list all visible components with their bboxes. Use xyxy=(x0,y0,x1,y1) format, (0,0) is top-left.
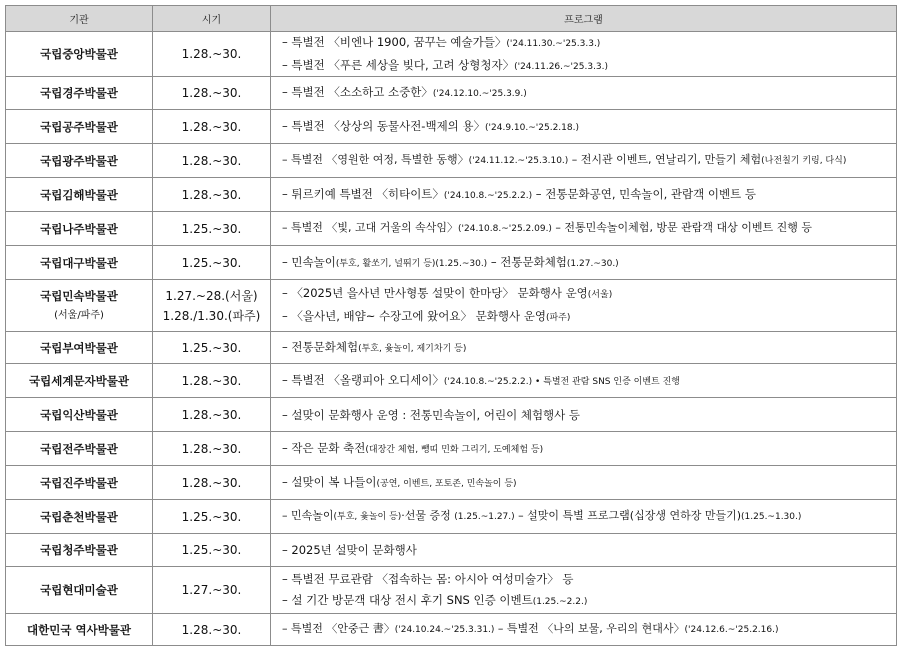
program-text: – 특별전 〈푸른 세상을 빚다, 고려 상형청자〉 xyxy=(282,57,515,72)
date-cell: 1.25.~30. xyxy=(153,500,271,534)
program-text: – 설맞이 특별 프로그램(십장생 연하장 만들기) xyxy=(514,509,742,522)
program-text: – 전통문화체험 xyxy=(282,339,359,354)
date-cell: 1.28.~30. xyxy=(153,77,271,110)
date-line: 1.27.~28.(서울) xyxy=(165,288,258,303)
date-cell: 1.28.~30. xyxy=(153,466,271,500)
header-program: 프로그램 xyxy=(271,6,897,32)
program-text: – 설 기간 방문객 대상 전시 후기 SNS 인증 이벤트 xyxy=(282,592,533,607)
org-cell: 국립광주박물관 xyxy=(6,144,153,178)
program-period: ('24.10.8.~'25.2.2.) xyxy=(443,190,533,201)
program-cell xyxy=(271,280,897,332)
date-cell: 1.28.~30. xyxy=(153,110,271,144)
program-text: – 민속놀이 xyxy=(282,254,336,269)
date-cell: 1.28.~30. xyxy=(153,32,271,77)
table-row xyxy=(6,500,897,534)
org-name: 국립민속박물관 xyxy=(40,288,118,303)
header-row xyxy=(6,6,897,32)
program-text: – 특별전 〈소소하고 소중한〉 xyxy=(282,85,433,99)
program-text: – 전통문화공연, 민속놀이, 관람객 이벤트 등 xyxy=(532,186,756,201)
program-text: – 작은 문화 축전 xyxy=(282,440,366,455)
org-cell: 국립현대미술관 xyxy=(6,567,153,614)
program-text: – 특별전 〈영원한 여정, 특별한 동행〉 xyxy=(282,153,469,166)
table-row xyxy=(6,534,897,567)
program-text: – 특별전 〈나의 보물, 우리의 현대사〉 xyxy=(494,622,685,635)
org-cell: 국립청주박물관 xyxy=(6,534,153,567)
org-cell: 대한민국 역사박물관 xyxy=(6,614,153,646)
org-cell: 국립경주박물관 xyxy=(6,77,153,110)
date-cell: 1.28.~30. xyxy=(153,614,271,646)
program-note: (공연, 이벤트, 포토존, 민속놀이 등) xyxy=(376,478,517,489)
program-period: ('24.10.8.~'25.2.09.) xyxy=(458,224,552,234)
program-period: ('24.11.26.~'25.3.3.) xyxy=(514,61,609,72)
org-cell: 국립나주박물관 xyxy=(6,212,153,246)
program-cell xyxy=(271,110,897,144)
program-cell xyxy=(271,364,897,398)
program-cell xyxy=(271,144,897,178)
date-cell: 1.28.~30. xyxy=(153,398,271,432)
program-note: • 특별전 관람 SNS 인증 이벤트 진행 xyxy=(532,376,680,387)
table-row xyxy=(6,110,897,144)
program-cell xyxy=(271,212,897,246)
program-period: (투호, 활쏘기, 널뛰기 등)(1.25.~30.) xyxy=(335,258,488,269)
table-row xyxy=(6,144,897,178)
program-cell xyxy=(271,32,897,77)
program-text: – 설맞이 복 나들이 xyxy=(282,474,377,489)
date-cell: 1.25.~30. xyxy=(153,534,271,567)
org-cell: 국립공주박물관 xyxy=(6,110,153,144)
program-text: – 튀르키예 특별전 〈히타이트〉 xyxy=(282,186,444,201)
program-text: – 전통민속놀이체험, 방문 관람객 대상 이벤트 진행 등 xyxy=(551,221,813,234)
program-note: (파주) xyxy=(545,313,571,323)
program-text: – 특별전 〈비엔나 1900, 꿈꾸는 예술가들〉 xyxy=(282,34,507,49)
program-cell xyxy=(271,500,897,534)
date-line: 1.28./1.30.(파주) xyxy=(162,308,261,323)
table-row xyxy=(6,77,897,110)
program-cell xyxy=(271,432,897,466)
program-period: (1.25.~1.27.) xyxy=(454,512,515,522)
date-cell: 1.27.~30. xyxy=(153,567,271,614)
date-cell: 1.28.~30. xyxy=(153,364,271,398)
header-date: 시기 xyxy=(153,6,271,32)
table-row xyxy=(6,332,897,364)
org-cell: 국립진주박물관 xyxy=(6,466,153,500)
date-cell: 1.28.~30. xyxy=(153,144,271,178)
program-text: – 특별전 〈올랭피아 오디세이〉 xyxy=(282,372,444,387)
org-cell: 국립대구박물관 xyxy=(6,246,153,280)
program-period: (1.25.~1.30.) xyxy=(741,512,802,522)
org-cell: 국립중앙박물관 xyxy=(6,32,153,77)
program-note: (투호, 윷놀이 등) xyxy=(333,512,402,522)
program-text: – 특별전 〈안중근 書〉 xyxy=(282,622,395,635)
program-text: – 특별전 〈상상의 동물사전-백제의 용〉 xyxy=(282,118,486,133)
program-period: ('24.10.24.~'25.3.31.) xyxy=(394,625,495,635)
program-period: ('24.12.6.~'25.2.16.) xyxy=(684,625,779,635)
program-period: (1.27.~30.) xyxy=(566,258,619,269)
org-cell: 국립춘천박물관 xyxy=(6,500,153,534)
program-period: ('24.10.8.~'25.2.2.) xyxy=(443,376,533,387)
table-row xyxy=(6,398,897,432)
program-cell xyxy=(271,332,897,364)
program-cell xyxy=(271,77,897,110)
program-cell xyxy=(271,534,897,567)
table-row xyxy=(6,280,897,332)
program-text: – 특별전 〈빛, 고대 거울의 속삭임〉 xyxy=(282,221,458,234)
program-period: ('24.9.10.~'25.2.18.) xyxy=(485,122,579,133)
org-cell xyxy=(6,280,153,332)
program-note: (서울) xyxy=(587,290,613,300)
table-row xyxy=(6,212,897,246)
program-text: ·선물 증정 xyxy=(401,509,455,522)
table-row xyxy=(6,32,897,77)
org-cell: 국립김해박물관 xyxy=(6,178,153,212)
program-text: – 설맞이 문화행사 운영 : 전통민속놀이, 어린이 체험행사 등 xyxy=(282,407,581,422)
org-cell: 국립세계문자박물관 xyxy=(6,364,153,398)
table-row xyxy=(6,614,897,646)
program-text: – 민속놀이 xyxy=(282,509,334,522)
date-cell: 1.28.~30. xyxy=(153,178,271,212)
date-cell: 1.25.~30. xyxy=(153,332,271,364)
table-row xyxy=(6,567,897,614)
program-text: – 2025년 설맞이 문화행사 xyxy=(282,543,417,557)
program-period: ('24.12.10.~'25.3.9.) xyxy=(432,89,527,99)
program-note: (투호, 윷놀이, 제기차기 등) xyxy=(358,343,467,354)
program-text: – 전시관 이벤트, 연날리기, 만들기 체험 xyxy=(568,153,762,166)
date-cell xyxy=(153,280,271,332)
table-row xyxy=(6,246,897,280)
program-cell xyxy=(271,398,897,432)
program-text: – 〈2025년 을사년 만사형통 설맞이 한마당〉 문화행사 운영 xyxy=(282,286,588,300)
table-row xyxy=(6,466,897,500)
table-row xyxy=(6,432,897,466)
program-cell xyxy=(271,614,897,646)
program-cell xyxy=(271,178,897,212)
program-cell xyxy=(271,466,897,500)
program-text: – 〈을사년, 배얌~ 수장고에 왔어요〉 문화행사 운영 xyxy=(282,309,546,323)
museum-program-table xyxy=(5,5,897,646)
org-sub: (서울/파주) xyxy=(54,309,104,321)
program-cell xyxy=(271,246,897,280)
program-text: – 전통문화체험 xyxy=(487,254,567,269)
org-cell: 국립부여박물관 xyxy=(6,332,153,364)
date-cell: 1.25.~30. xyxy=(153,246,271,280)
program-period: ('24.11.12.~'25.3.10.) xyxy=(468,156,569,166)
org-cell: 국립익산박물관 xyxy=(6,398,153,432)
program-text: – 특별전 무료관람 〈접속하는 몸: 아시아 여성미술가〉 등 xyxy=(282,571,574,586)
header-org: 기관 xyxy=(6,6,153,32)
program-cell xyxy=(271,567,897,614)
program-period: (1.25.~2.2.) xyxy=(532,596,588,607)
program-note: (대장간 체험, 뺑띠 민화 그리기, 도예체험 등) xyxy=(365,444,544,455)
program-period: ('24.11.30.~'25.3.3.) xyxy=(506,38,601,49)
table-row xyxy=(6,178,897,212)
date-cell: 1.28.~30. xyxy=(153,432,271,466)
table-row xyxy=(6,364,897,398)
date-cell: 1.25.~30. xyxy=(153,212,271,246)
program-note: (나전칠기 키링, 다식) xyxy=(761,156,847,166)
org-cell: 국립전주박물관 xyxy=(6,432,153,466)
